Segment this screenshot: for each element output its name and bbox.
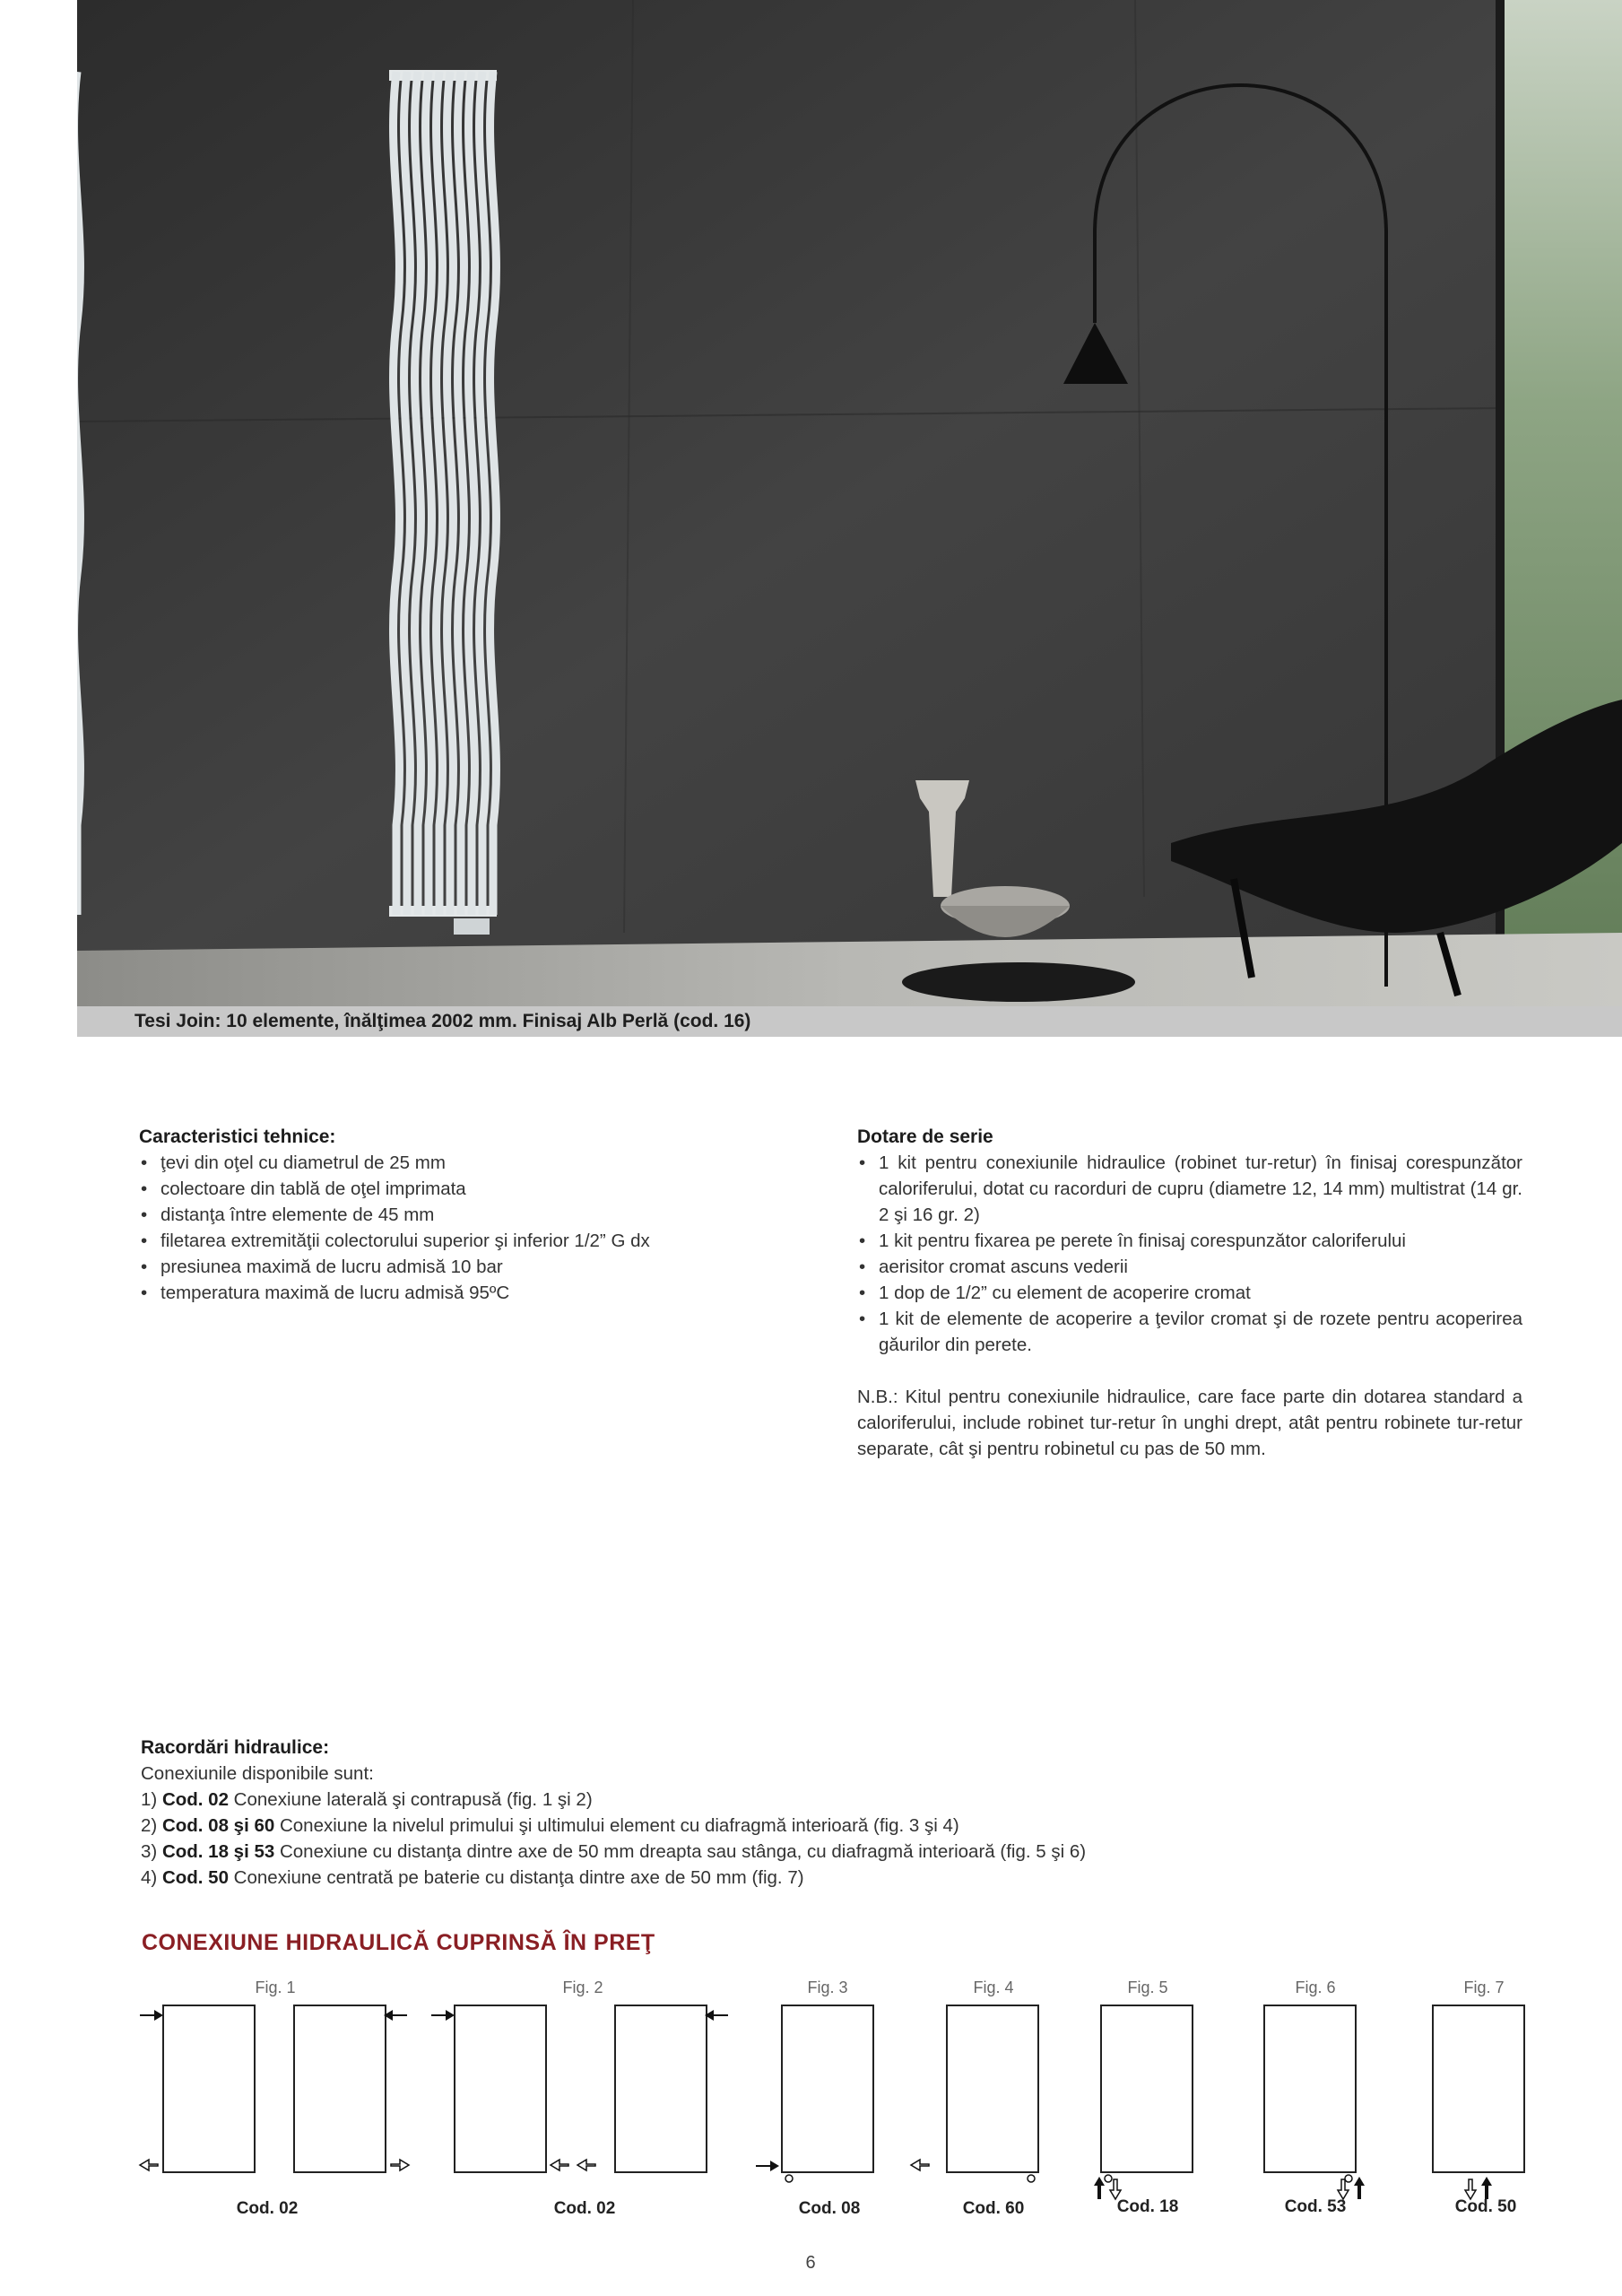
radiator-diagram bbox=[1433, 2005, 1524, 2172]
list-item: • filetarea extremităţii colectorului superior şi inferior 1/2” G dx bbox=[139, 1228, 785, 1254]
item-text: Conexiune cu distanţa dintre axe de 50 mm dreapta sau stânga, cu diafragmă interioară (fig. 5 şi 6) bbox=[274, 1841, 1087, 1862]
section-title: CONEXIUNE HIDRAULICĂ CUPRINSĂ ÎN PREŢ bbox=[142, 1930, 655, 1955]
item-text: Conexiune laterală şi contrapusă (fig. 1 şi 2) bbox=[228, 1789, 593, 1810]
outflow-arrow-icons bbox=[140, 2160, 1476, 2199]
item-num: 4) bbox=[141, 1867, 158, 1888]
valve-circle-icons bbox=[785, 2175, 1352, 2182]
connections-intro: Conexiunile disponibile sunt: bbox=[141, 1763, 374, 1784]
radiator-diagram bbox=[163, 2005, 255, 2172]
fig-label: Fig. 1 bbox=[255, 1979, 296, 1996]
radiator-diagram bbox=[455, 2005, 546, 2172]
inflow-arrow-icons bbox=[140, 2010, 1492, 2199]
item-num: 1) bbox=[141, 1789, 158, 1810]
fig-label: Fig. 2 bbox=[562, 1979, 603, 1996]
item-text: Conexiune centrată pe baterie cu distanţa dintre axe de 50 mm (fig. 7) bbox=[228, 1867, 804, 1888]
item-code: Cod. 08 şi 60 bbox=[161, 1815, 275, 1836]
item-code: Cod. 50 bbox=[161, 1867, 229, 1888]
cod-label: Cod. 50 bbox=[1454, 2197, 1517, 2216]
list-item: • 1 dop de 1/2” cu element de acoperire cromat bbox=[857, 1280, 1522, 1306]
nb-note: N.B.: Kitul pentru conexiunile hidraulice, care face parte din dotarea standard a caloriferului, include robinet tur-retur în unghi drept, atât pentru robinete tur-retur separate, cât şi pentru robinetul cu pas de 50 mm. bbox=[857, 1387, 1522, 1459]
list-item: • colectoare din tablă de oţel imprimata bbox=[139, 1176, 785, 1202]
list-item: • temperatura maximă de lucru admisă 95ºC bbox=[139, 1280, 785, 1306]
item-code: Cod. 02 bbox=[161, 1789, 229, 1810]
item-text: Conexiune la nivelul primului şi ultimului element cu diafragmă interioară (fig. 3 şi 4) bbox=[274, 1815, 959, 1836]
fig-label: Fig. 6 bbox=[1295, 1979, 1336, 1996]
fig-label: Fig. 7 bbox=[1463, 1979, 1505, 1996]
radiator-diagram bbox=[615, 2005, 707, 2172]
list-item: • distanţa între elemente de 45 mm bbox=[139, 1202, 785, 1228]
list-item: • ţevi din oţel cu diametrul de 25 mm bbox=[139, 1150, 785, 1176]
list-item: • 1 kit pentru fixarea pe perete în finisaj corespunzător caloriferului bbox=[857, 1228, 1522, 1254]
cod-label: Cod. 08 bbox=[798, 2199, 861, 2218]
cod-label: Cod. 18 bbox=[1116, 2197, 1179, 2216]
cod-label: Cod. 53 bbox=[1284, 2197, 1347, 2216]
connections-title: Racordări hidraulice: bbox=[141, 1737, 330, 1758]
item-num: 2) bbox=[141, 1815, 158, 1836]
radiator-diagram bbox=[1101, 2005, 1193, 2172]
cod-label: Cod. 60 bbox=[962, 2199, 1025, 2218]
photo-caption: Tesi Join: 10 elemente, înălţimea 2002 mm. Finisaj Alb Perlă (cod. 16) bbox=[134, 1011, 751, 1031]
fig-label: Fig. 4 bbox=[973, 1979, 1014, 1996]
list-item: • aerisitor cromat ascuns vederii bbox=[857, 1254, 1522, 1280]
radiator-diagram bbox=[1264, 2005, 1356, 2172]
item-num: 3) bbox=[141, 1841, 158, 1862]
list-item: • 1 kit pentru conexiunile hidraulice (robinet tur-retur) în finisaj corespunzător caloriferului, dotat cu racorduri de cupru (diametre 12, 14 mm) multistrat (14 gr. 2 şi 16 gr. 2) bbox=[857, 1150, 1522, 1228]
radiator-diagram bbox=[782, 2005, 873, 2172]
page-number: 6 bbox=[805, 2253, 816, 2273]
equipment-title: Dotare de serie bbox=[857, 1126, 993, 1147]
radiator-diagram bbox=[947, 2005, 1038, 2172]
list-item: • presiunea maximă de lucru admisă 10 bar bbox=[139, 1254, 785, 1280]
list-item: • 1 kit de elemente de acoperire a ţevilor cromat şi de rozete pentru acoperirea găurilor din perete. bbox=[857, 1306, 1522, 1358]
fig-label: Fig. 5 bbox=[1127, 1979, 1168, 1996]
item-code: Cod. 18 şi 53 bbox=[161, 1841, 275, 1862]
specs-title: Caracteristici tehnice: bbox=[139, 1126, 336, 1147]
fig-label: Fig. 3 bbox=[807, 1979, 848, 1996]
radiator-diagram bbox=[294, 2005, 386, 2172]
cod-label: Cod. 02 bbox=[553, 2199, 616, 2218]
cod-label: Cod. 02 bbox=[236, 2199, 299, 2218]
